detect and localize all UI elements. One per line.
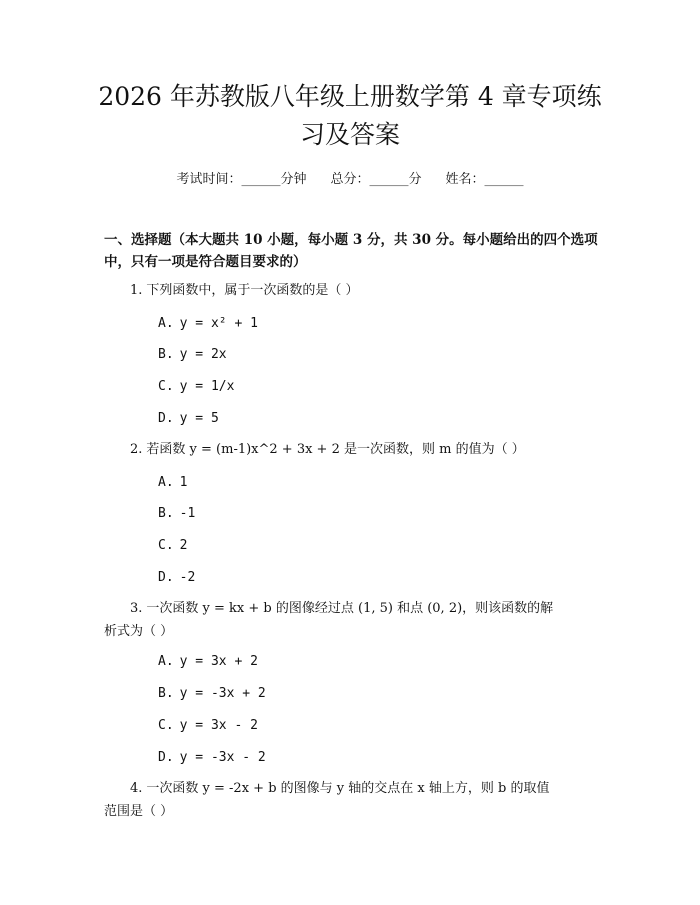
question-number: 1.: [130, 283, 143, 298]
total-score: 总分：______分: [330, 172, 422, 187]
question-1: [130, 279, 592, 302]
exam-meta: [0, 168, 700, 187]
page-title: [70, 78, 630, 154]
option-3c: C. y = 3x - 2: [158, 718, 258, 733]
option-3b: B. y = -3x + 2: [158, 686, 266, 701]
option-1c: C. y = 1/x: [158, 379, 235, 394]
option-2d: D. -2: [158, 570, 196, 585]
title-line-2: 习及答案: [299, 120, 400, 149]
section-heading: [104, 229, 604, 273]
section-line-2: 中，只有一项是符合题目要求的）: [104, 254, 307, 270]
option-2a: A. 1: [158, 475, 188, 490]
question-4: [130, 777, 592, 800]
option-2c: C. 2: [158, 538, 188, 553]
question-number: 2.: [130, 442, 143, 457]
student-name: 姓名：______: [445, 172, 524, 187]
question-number: 4.: [130, 781, 143, 796]
option-1d: D. y = 5: [158, 411, 219, 426]
question-number: 3.: [130, 601, 143, 616]
question-text: 若函数 y = (m-1)x^2 + 3x + 2 是一次函数，则 m 的值为（ ）: [146, 442, 525, 457]
option-1b: B. y = 2x: [158, 347, 227, 362]
question-text: 下列函数中，属于一次函数的是（ ）: [146, 283, 359, 298]
question-4-continued: 范围是（ ）: [104, 804, 174, 819]
option-3a: A. y = 3x + 2: [158, 654, 258, 669]
question-2: [130, 438, 592, 461]
question-3: [130, 597, 592, 620]
question-3-continued: 析式为（ ）: [104, 624, 174, 639]
question-text: 一次函数 y = -2x + b 的图像与 y 轴的交点在 x 轴上方，则 b 的取值: [146, 781, 550, 796]
option-3d: D. y = -3x - 2: [158, 750, 266, 765]
exam-time: 考试时间：______分钟: [176, 172, 307, 187]
question-text: 一次函数 y = kx + b 的图像经过点 (1, 5) 和点 (0, 2)，则该函数的解: [146, 601, 554, 616]
option-1a: A. y = x² + 1: [158, 316, 258, 331]
option-2b: B. -1: [158, 506, 196, 521]
title-line-1: 2026 年苏教版八年级上册数学第 4 章专项练: [98, 82, 602, 111]
section-line-1: 一、选择题（本大题共 10 小题，每小题 3 分，共 30 分。每小题给出的四个选项: [104, 232, 598, 248]
